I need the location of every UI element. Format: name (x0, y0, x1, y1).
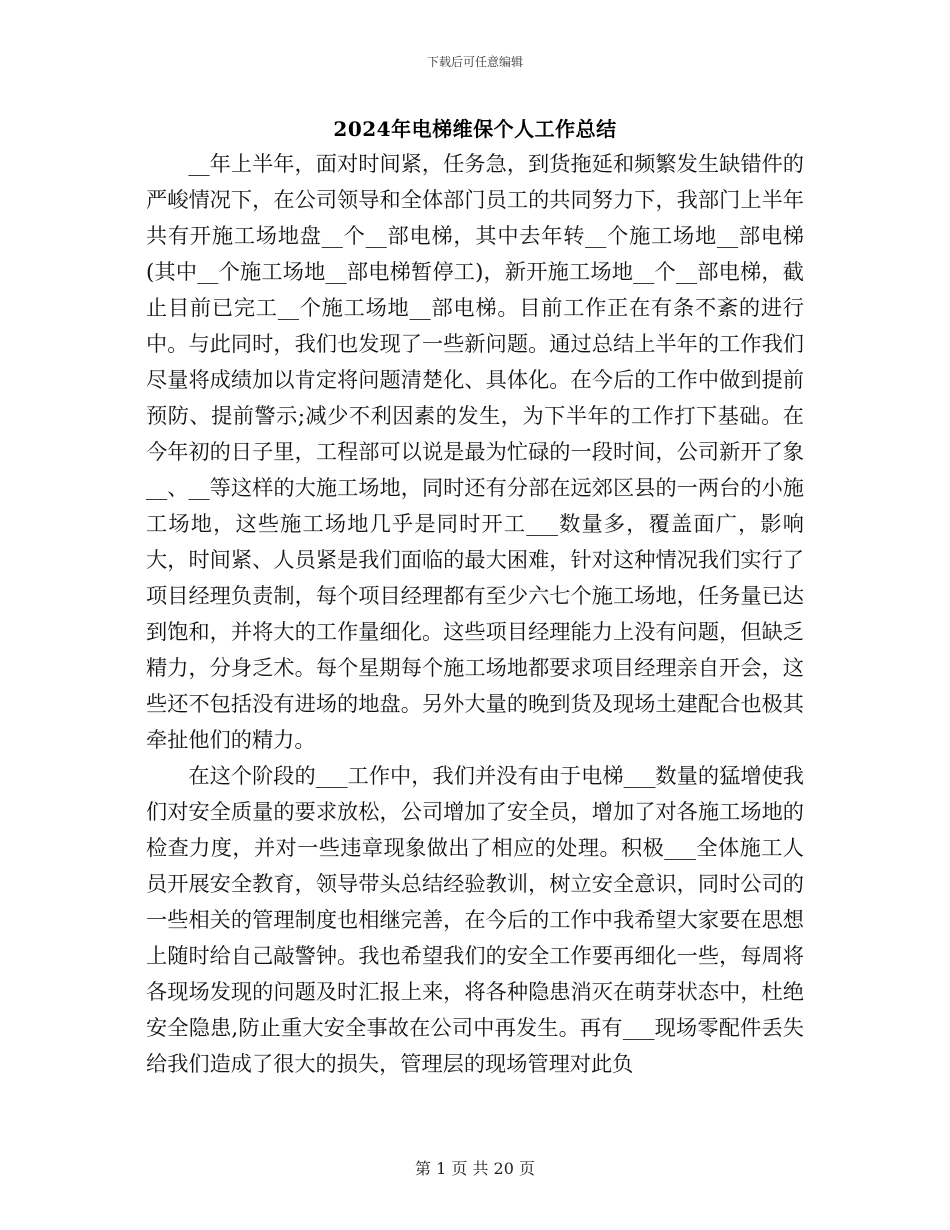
page-number-footer: 第 1 页 共 20 页 (415, 1159, 535, 1178)
header-note: 下载后可任意编辑 (426, 55, 523, 69)
paragraph-2: 在这个阶段的___工作中，我们并没有由于电梯___数量的猛增使我们对安全质量的要求放松，公司增加了安全员，增加了对各施工场地的检查力度，并对一些违章现象做出了相应的处理。积极___全体施工人员开展安全教育，领导带头总结经验教训，树立安全意识，同时公司的一些相关的管理制度也相继完善，在今后的工作中我希望大家要在思想上随时给自己敲警钟。我也希望我们的安全工作要再细化一些，每周将各现场发现的问题及时汇报上来，将各种隐患消灭在萌芽状态中，杜绝安全隐患,防止重大安全事故在公司中再发生。再有___现场零配件丢失给我们造成了很大的损失，管理层的现场管理对此负 (146, 763, 804, 1076)
document-title: 2024年电梯维保个人工作总结 (333, 117, 617, 141)
document-body (146, 146, 804, 1082)
paragraph-1: __年上半年，面对时间紧，任务急，到货拖延和频繁发生缺错件的严峻情况下，在公司领导和全体部门员工的共同努力下，我部门上半年共有开施工场地盘__个__部电梯，其中去年转__个施工场地__部电梯(其中__个施工场地__部电梯暂停工)，新开施工场地__个__部电梯，截止目前已完工__个施工场地__部电梯。目前工作正在有条不紊的进行中。与此同时，我们也发现了一些新问题。通过总结上半年的工作我们尽量将成绩加以肯定将问题清楚化、具体化。在今后的工作中做到提前预防、提前警示;减少不利因素的发生，为下半年的工作打下基础。在今年初的日子里，工程部可以说是最为忙碌的一段时间，公司新开了象__、__等这样的大施工场地，同时还有分部在远郊区县的一两台的小施工场地，这些施工场地几乎是同时开工___数量多，覆盖面广，影响大，时间紧、人员紧是我们面临的最大困难，针对这种情况我们实行了项目经理负责制，每个项目经理都有至少六七个施工场地，任务量已达到饱和，并将大的工作量细化。这些项目经理能力上没有问题，但缺乏精力，分身乏术。每个星期每个施工场地都要求项目经理亲自开会，这些还不包括没有进场的地盘。另外大量的晚到货及现场土建配合也极其牵扯他们的精力。 (146, 151, 804, 752)
